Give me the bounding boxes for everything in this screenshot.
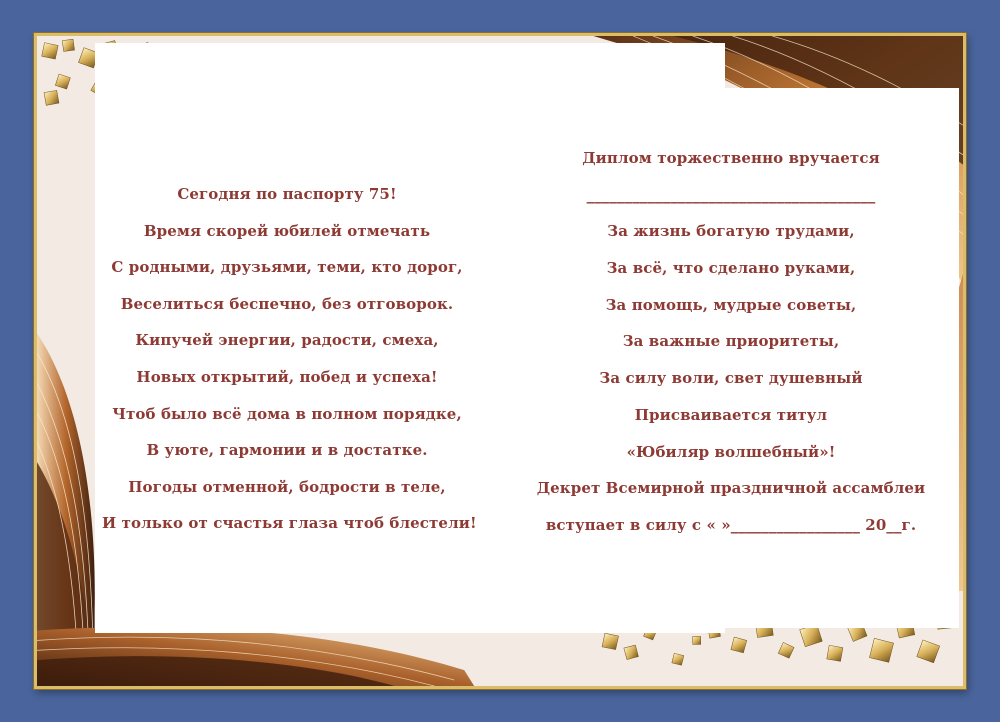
decree-line: За всё, что сделано руками, bbox=[606, 259, 856, 278]
decree-heading: Диплом торжественно вручается bbox=[582, 149, 880, 167]
poem-line: Время скорей юбилей отмечать bbox=[143, 221, 431, 240]
decree-line: Декрет Всемирной праздничной ассамблеи bbox=[536, 479, 926, 498]
greeting-poem bbox=[102, 176, 477, 542]
poem-line: Кипучей энергии, радости, смеха, bbox=[135, 331, 439, 350]
poem-line: Сегодня по паспорту 75! bbox=[177, 185, 397, 203]
poem-line: И только от счастья глаза чтоб блестели! bbox=[102, 514, 477, 533]
decree-line: За силу воли, свет душевный bbox=[599, 369, 863, 388]
poem-line: С родными, друзьями, теми, кто дорог, bbox=[111, 258, 463, 277]
diploma-decree bbox=[530, 140, 932, 544]
title-awarded: «Юбиляр волшебный»! bbox=[626, 442, 836, 461]
poem-line: Погоды отменной, бодрости в теле, bbox=[128, 477, 446, 496]
effective-date-line: вступает в силу с « »_________________ 20__г. bbox=[545, 515, 917, 534]
decree-line: Присваивается титул bbox=[634, 405, 828, 424]
copper-swirl-bottom-left bbox=[37, 627, 474, 686]
decree-line: За помощь, мудрые советы, bbox=[605, 295, 857, 314]
diploma-card bbox=[34, 33, 966, 689]
poem-line: Чтоб было всё дома в полном порядке, bbox=[112, 404, 462, 423]
recipient-name-blank: ______________________________________ bbox=[586, 185, 876, 204]
decree-line: За жизнь богатую трудами, bbox=[607, 222, 855, 241]
decree-line: За важные приоритеты, bbox=[622, 332, 840, 351]
poem-line: Новых открытий, побед и успеха! bbox=[136, 367, 438, 386]
poem-line: Веселиться беспечно, без отговорок. bbox=[120, 294, 454, 313]
poem-line: В уюте, гармонии и в достатке. bbox=[146, 441, 428, 460]
